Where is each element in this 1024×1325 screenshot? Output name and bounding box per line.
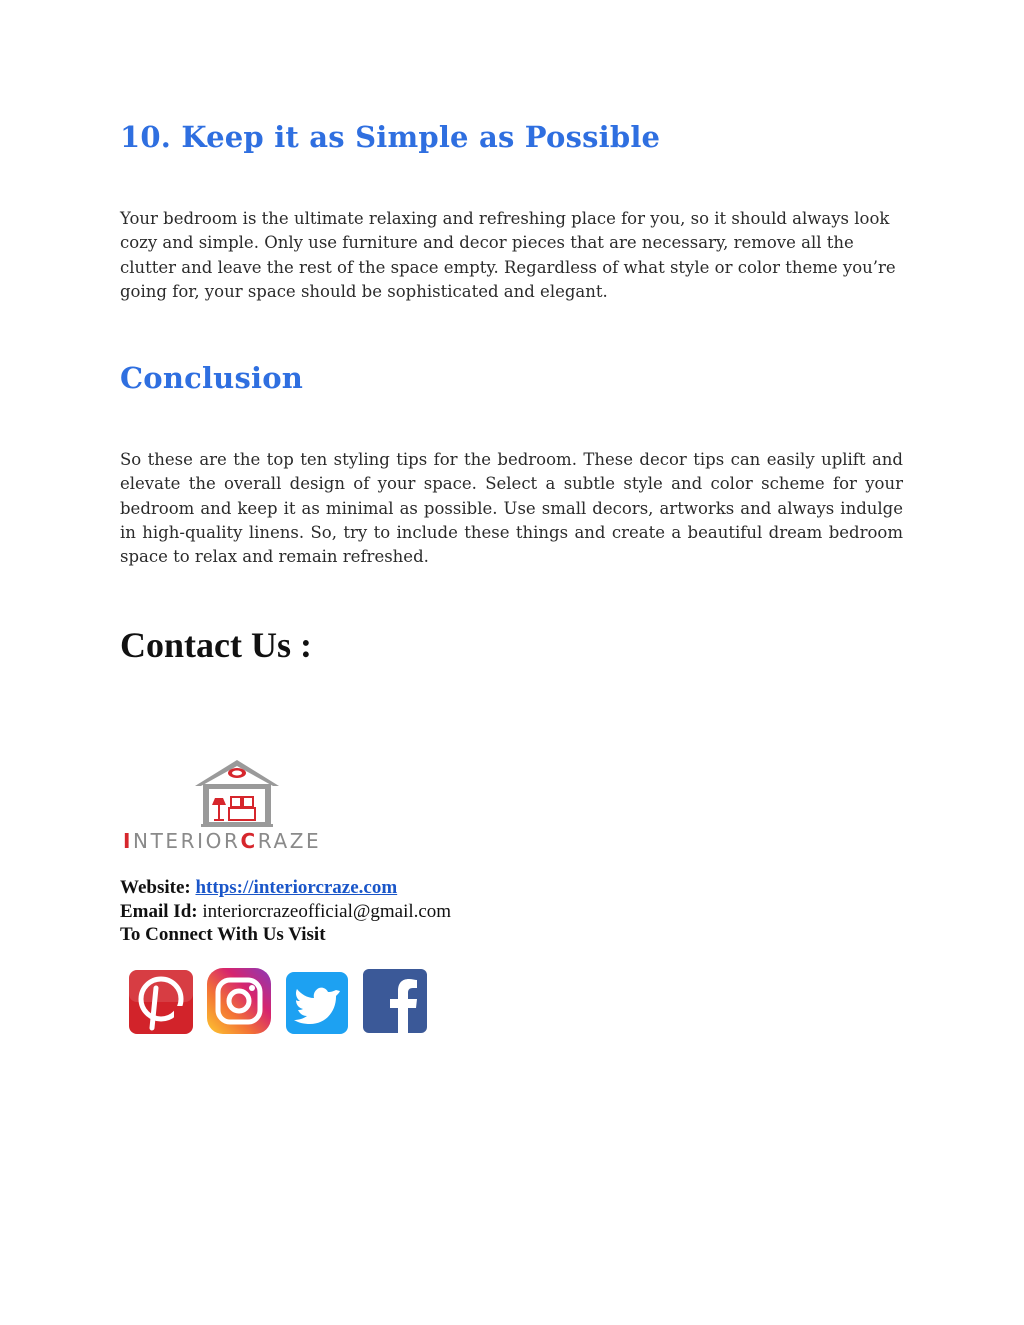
connect-label: To Connect With Us Visit [120, 924, 326, 945]
email-label: Email Id: [120, 901, 198, 922]
email-value: interiorcrazeofficial@gmail.com [202, 901, 452, 922]
section-heading-simple: 10. Keep it as Simple as Possible [120, 120, 661, 154]
facebook-icon[interactable] [360, 966, 430, 1036]
instagram-icon[interactable] [204, 966, 274, 1036]
connect-line [120, 924, 326, 946]
section-paragraph-simple: Your bedroom is the ultimate relaxing and refreshing place for you, so it should always look cozy and simple. Only use furniture and decor pieces that are necessary, remove all the clutter and leave the rest of the space empty. Regardless of what style or color theme you’re going for, your space should be sophisticated and elegant. [120, 209, 896, 301]
pinterest-icon[interactable] [126, 966, 196, 1036]
email-line [120, 901, 451, 923]
section-heading-conclusion: Conclusion [120, 361, 304, 395]
conclusion-paragraph: So these are the top ten styling tips for the bedroom. These decor tips can easily uplift and elevate the overall design of your space. Select a subtle style and color scheme for your bedroom and keep it as minimal as possible. Use small decors, artworks and always indulge in high-quality linens. So, try to include these things and create a beautiful dream bedroom space to relax and remain refreshed. [120, 450, 903, 567]
website-line [120, 877, 397, 899]
website-link[interactable]: https://interiorcraze.com [195, 877, 398, 898]
twitter-icon[interactable] [282, 966, 352, 1036]
website-label: Website: [120, 877, 191, 898]
interiorcraze-logo-text: INTERIORCRAZE [123, 829, 322, 853]
contact-heading: Contact Us : [120, 625, 312, 665]
